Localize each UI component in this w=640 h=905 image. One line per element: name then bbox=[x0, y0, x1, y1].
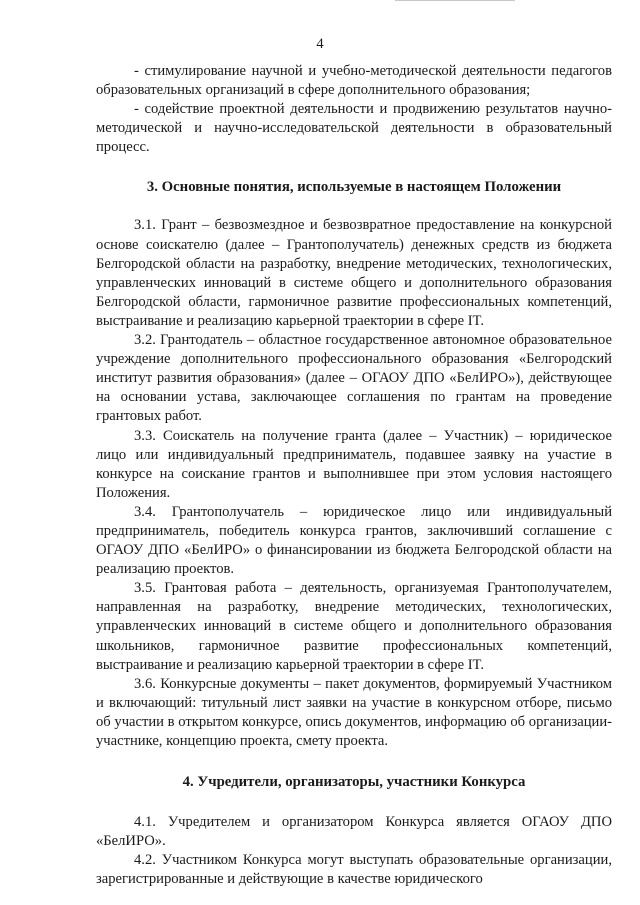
bullet-list bbox=[96, 62, 612, 157]
bullet-item: - содействие проектной деятельности и продвижению результатов научно-методической и научно-исследовательской деятельности в образовательный процесс. bbox=[96, 101, 612, 156]
paragraph-3-3: 3.3. Соискатель на получение гранта (далее – Участник) – юридическое лицо или индивидуальный предприниматель, подавшее заявку на участие в конкурсе на соискание грантов и выполнившее при этом условия настоящего Положения. bbox=[96, 427, 612, 501]
scan-artifact-line bbox=[395, 0, 515, 1]
paragraph-3-1: 3.1. Грант – безвозмездное и безвозвратное предоставление на конкурсной основе соискателю (далее – Грантополучатель) денежных средств из бюджета Белгородской области на разработку, внедрение методических, технологических, управленческих инноваций в системе общего и дополнительного образования Белгородской области, гармоничное развитие профессиональных компетенций, выстраивание и реализацию карьерной траектории в сфере IT. bbox=[96, 217, 612, 329]
paragraph-3-5: 3.5. Грантовая работа – деятельность, организуемая Грантополучателем, направленная на разработку, внедрение методических, технологических, управленческих инноваций в системе общего и дополнительного образования школьников, гармоничное развитие профессиональных компетенций, выстраивание и реализацию карьерной траектории в сфере IT. bbox=[96, 580, 612, 673]
section-3 bbox=[96, 178, 612, 751]
paragraph-3-6: 3.6. Конкурсные документы – пакет документов, формируемый Участником и включающий: титульный лист заявки на участие в конкурсном отборе, письмо об участии в открытом конкурсе, опись документов, информацию об организации-участнике, концепцию проекта, смету проекта. bbox=[96, 675, 612, 749]
bullet-item: - стимулирование научной и учебно-методической деятельности педагогов образовательных организаций в сфере дополнительного образования; bbox=[96, 63, 612, 99]
page-number: 4 bbox=[316, 36, 324, 52]
paragraph-4-2: 4.2. Участником Конкурса могут выступать образовательные организации, зарегистрированные и действующие в качестве юридического bbox=[96, 852, 612, 888]
section-3-heading: 3. Основные понятия, используемые в настоящем Положении bbox=[146, 179, 562, 196]
paragraph-4-1: 4.1. Учредителем и организатором Конкурса является ОГАОУ ДПО «БелИРО». bbox=[96, 814, 612, 850]
paragraph-3-4: 3.4. Грантополучатель – юридическое лицо или индивидуальный предприниматель, победитель конкурса грантов, заключивший соглашение с ОГАОУ ДПО «БелИРО» о финансировании из бюджета Белгородской области на реализацию проектов. bbox=[96, 503, 612, 578]
document-body bbox=[96, 62, 612, 889]
section-4 bbox=[96, 773, 612, 889]
paragraph-3-2: 3.2. Грантодатель – областное государственное автономное образовательное учреждение дополнительного профессионального образования «Белгородский институт развития образования» (далее – ОГАОУ ДПО «БелИРО»), действующее на основании устава, заключающее соглашения по грантам на проведение грантовых работ. bbox=[96, 332, 612, 425]
section-4-heading: 4. Учредители, организаторы, участники Конкурса bbox=[182, 774, 526, 791]
